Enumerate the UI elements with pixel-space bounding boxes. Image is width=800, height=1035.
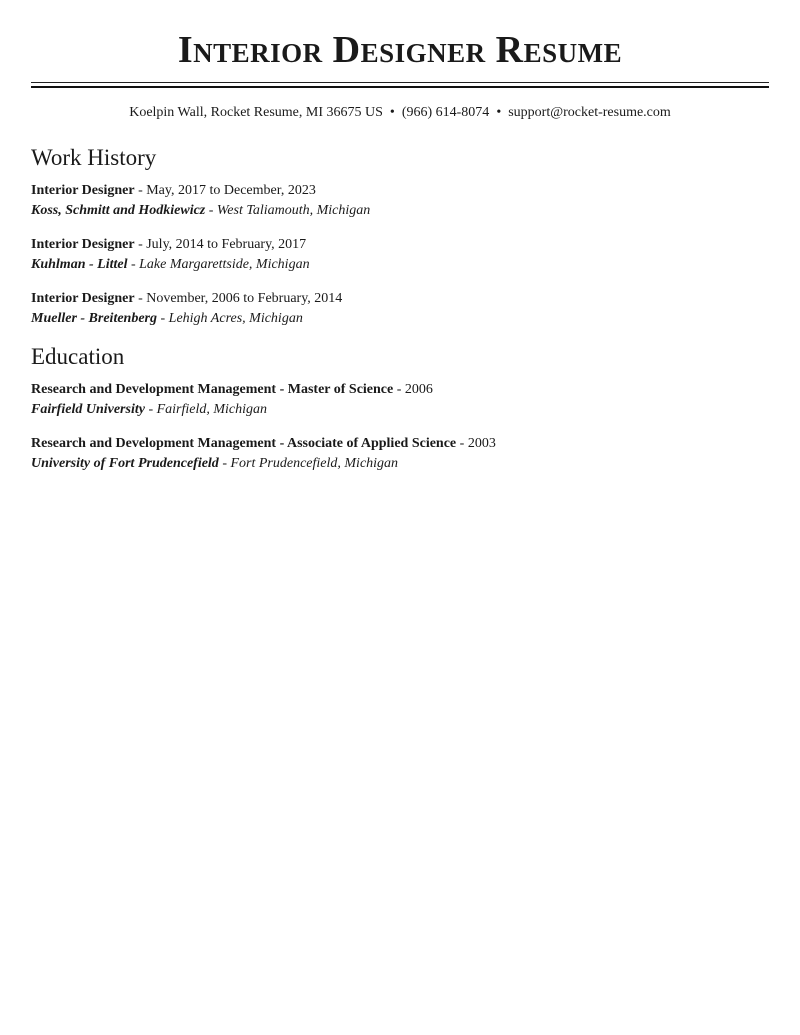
degree: Research and Development Management - Master of Science — [31, 382, 394, 397]
job-dates: July, 2014 to February, 2017 — [146, 237, 307, 252]
separator: • — [389, 105, 395, 120]
location: Fairfield, Michigan — [156, 402, 268, 417]
edu-year: 2003 — [467, 436, 496, 451]
divider-thick — [31, 86, 769, 88]
job-title: Interior Designer — [31, 237, 135, 252]
degree: Research and Development Management - Associate of Applied Science — [31, 436, 457, 451]
company: Kuhlman - Littel — [31, 257, 128, 272]
education-entry: Research and Development Management - Associate of Applied Science - 2003 University of Fort Prudencefield - Fort Prudencefield, Michigan — [31, 436, 496, 471]
education-heading: Education — [31, 344, 125, 369]
contact-email: support@rocket-resume.com — [508, 105, 671, 120]
resume-title: Interior Designer Resume — [177, 29, 623, 71]
resume-page — [0, 0, 800, 474]
school: Fairfield University — [31, 402, 145, 417]
school: University of Fort Prudencefield — [31, 456, 219, 471]
education-entry: Research and Development Management - Master of Science - 2006 Fairfield University - Fairfield, Michigan — [31, 382, 433, 417]
work-history-heading: Work History — [31, 145, 157, 170]
contact-line — [31, 103, 769, 123]
company: Mueller - Breitenberg — [31, 311, 157, 326]
work-entry: Interior Designer - May, 2017 to December, 2023 Koss, Schmitt and Hodkiewicz - West Taliamouth, Michigan — [31, 183, 371, 218]
location: Lehigh Acres, Michigan — [168, 311, 303, 326]
job-dates: May, 2017 to December, 2023 — [146, 183, 316, 198]
work-entry: Interior Designer - July, 2014 to February, 2017 Kuhlman - Littel - Lake Margarettside, Michigan — [31, 237, 310, 272]
company: Koss, Schmitt and Hodkiewicz — [31, 203, 206, 218]
job-title: Interior Designer — [31, 291, 135, 306]
contact-address: Koelpin Wall, Rocket Resume, MI 36675 US — [129, 105, 383, 120]
work-entry: Interior Designer - November, 2006 to February, 2014 Mueller - Breitenberg - Lehigh Acres, Michigan — [31, 291, 343, 326]
edu-year: 2006 — [404, 382, 433, 397]
job-title: Interior Designer — [31, 183, 135, 198]
location: Fort Prudencefield, Michigan — [230, 456, 399, 471]
location: West Taliamouth, Michigan — [216, 203, 371, 218]
separator: • — [496, 105, 502, 120]
divider-thin — [31, 82, 769, 83]
contact-phone: (966) 614-8074 — [401, 105, 490, 120]
job-dates: November, 2006 to February, 2014 — [146, 291, 343, 306]
location: Lake Margarettside, Michigan — [139, 257, 310, 272]
